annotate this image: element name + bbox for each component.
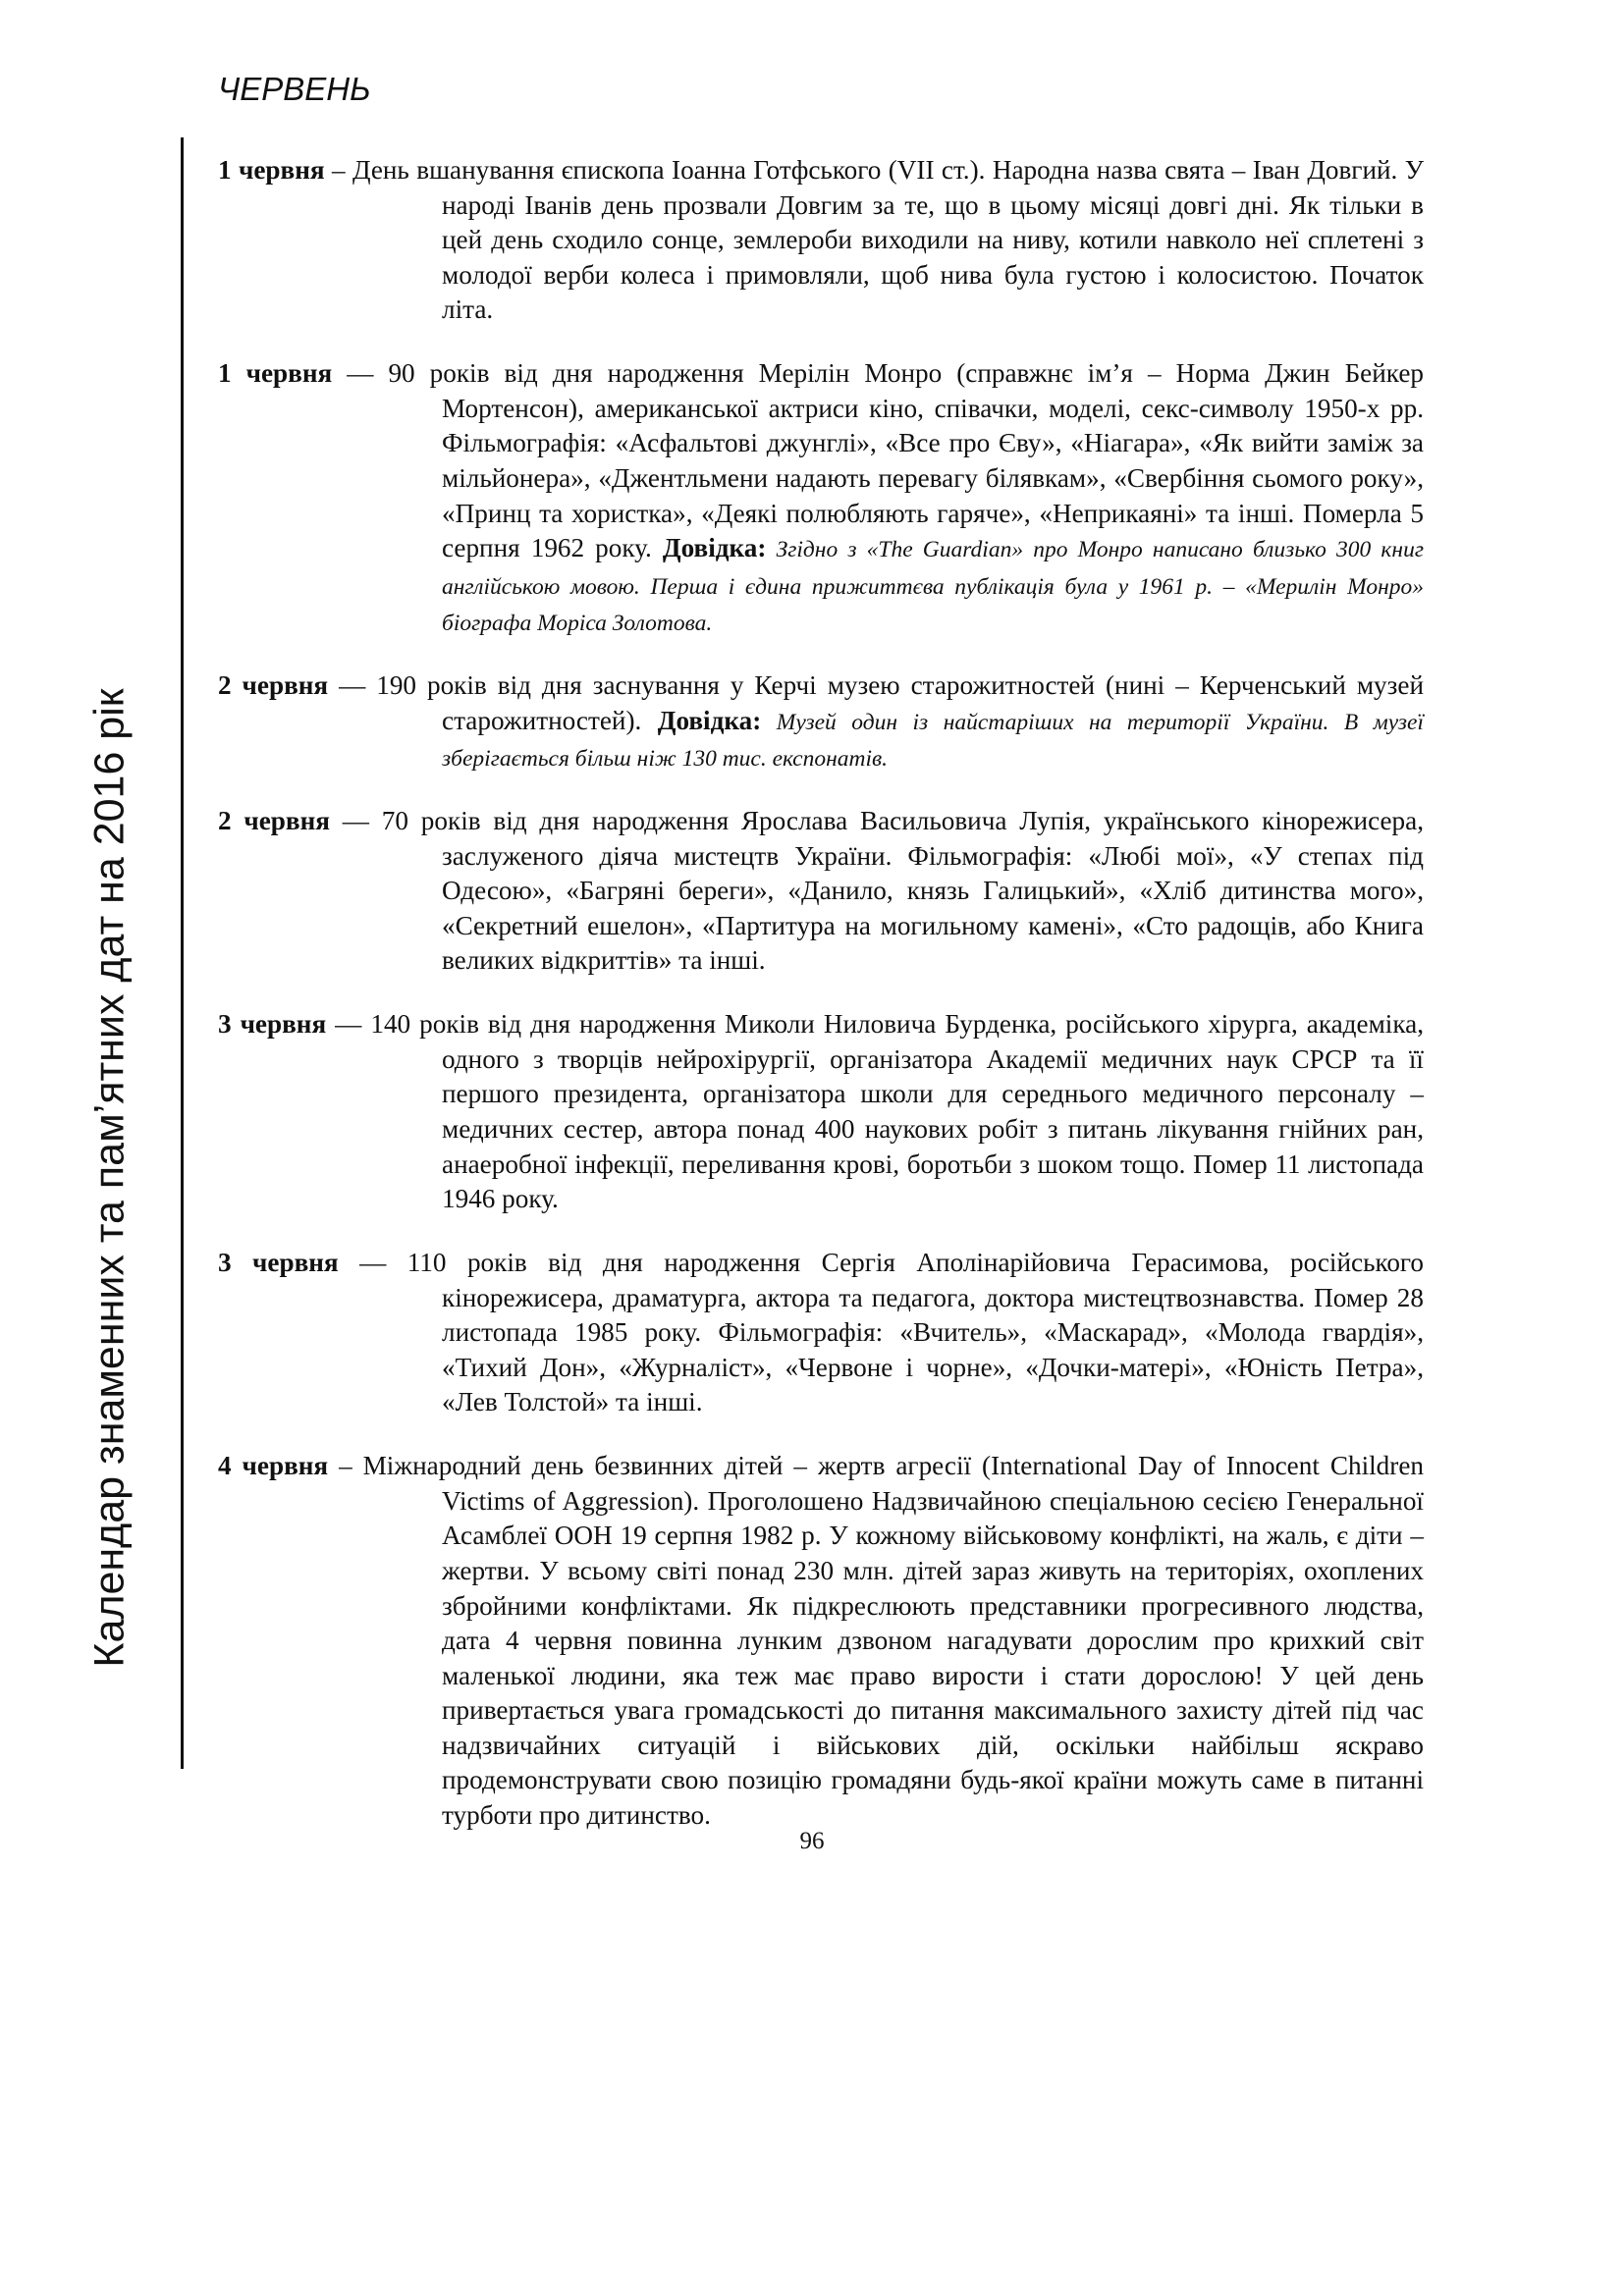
calendar-entry bbox=[218, 153, 1424, 330]
calendar-entry bbox=[218, 1007, 1424, 1219]
entry-date: 3 червня bbox=[218, 1247, 339, 1277]
reference-label: Довідка: bbox=[657, 705, 762, 735]
entry-date: 2 червня bbox=[218, 806, 330, 836]
entry-text: — 140 років від дня народження Миколи Ниловича Бурденка, російського хірурга, академіка, одного з творців нейрохірургії, організатора Академії медичних наук СРСР та її першого президента, організатора школи для середнього медичного персоналу – медичних сестер, автора понад 400 наукових робіт з питань лікування гнійних ран, анаеробної інфекції, переливання крові, боротьби з шоком тощо. Помер 11 листопада 1946 року. bbox=[326, 1009, 1425, 1214]
entry-text: — 110 років від дня народження Сергія Аполінарійовича Герасимова, російського кінорежисера, драматурга, актора та педагога, доктора мистецтвознавства. Помер 28 листопада 1985 року. Фільмографія: «Вчитель», «Маскарад», «Молода гвардія», «Тихий Дон», «Журналіст», «Червоне і чорне», «Дочки-матері», «Юність Петра», «Лев Толстой» та інші. bbox=[338, 1247, 1424, 1417]
entry-text: – День вшанування єпископа Іоанна Готфського (VII ст.). Народна назва свята – Іван Довгий. У народі Іванів день прозвали Довгим за те, що в цьому місяці довгі дні. Як тільки в цей день сходило сонце, землероби виходили на ниву, котили навколо неї сплетені з молодої верби колеса і примовляли, щоб нива була густою і колосистою. Початок літа. bbox=[324, 155, 1424, 325]
calendar-entry bbox=[218, 1449, 1424, 1836]
entry-date: 4 червня bbox=[218, 1451, 329, 1481]
reference-note: Музей один із найстаріших на території України. В музеї зберігається більш ніж 130 тис. експонатів. bbox=[442, 709, 1424, 773]
entry-text: – Міжнародний день безвинних дітей – жертв агресії (International Day of Innocent Children Victims of Aggression). Проголошено Надзвичайною спеціальною сесією Генеральної Асамблеї ООН 19 серпня 1982 р. У кожному військовому конфлікті, на жаль, є діти – жертви. У всьому світі понад 230 млн. дітей зараз живуть на територіях, охоплених збройними конфліктами. Як підкреслюють представники прогресивного людства, дата 4 червня повинна лунким дзвоном нагадувати дорослим про крихкий світ маленької людини, яка теж має право вирости і стати дорослою! У цей день привертається увага громадськості до питання максимального захисту дітей під час надзвичайних ситуацій і військових дій, оскільки найбільш яскраво продемонструвати свою позицію громадяни будь-якої країни можуть саме в питанні турботи про дитинство. bbox=[328, 1451, 1424, 1831]
page-number: 96 bbox=[799, 1828, 825, 1854]
entry-date: 3 червня bbox=[218, 1009, 327, 1040]
calendar-side-title: Календар знаменних та пам’ятних дат на 2016 рік bbox=[85, 688, 134, 1668]
reference-note: Згідно з «The Guardian» про Монро написано близько 300 книг англійською мовою. Перша і єдина прижиттєва публікація була у 1961 р. – «Мерилін Монро» біографа Моріса Золотова. bbox=[442, 537, 1424, 637]
calendar-entry bbox=[218, 668, 1424, 777]
calendar-entry bbox=[218, 804, 1424, 981]
calendar-entries bbox=[218, 153, 1424, 1842]
entry-text: — 190 років від дня заснування у Керчі музею старожитностей (нині – Керченський музей старожитностей). bbox=[328, 670, 1425, 735]
calendar-entry bbox=[218, 356, 1424, 642]
calendar-entry bbox=[218, 1246, 1424, 1422]
entry-date: 1 червня bbox=[218, 358, 333, 389]
month-heading: ЧЕРВЕНЬ bbox=[218, 71, 371, 107]
entry-text: — 70 років від дня народження Ярослава Васильовича Лупія, українського кінорежисера, заслуженого діяча мистецтв України. Фільмографія: «Любі мої», «У степах під Одесою», «Багряні береги», «Данило, князь Галицький», «Хліб дитинства мого», «Секретний ешелон», «Партитура на могильному камені», «Сто радощів, або Книга великих відкриттів» та інші. bbox=[329, 806, 1424, 976]
reference-label: Довідка: bbox=[662, 533, 767, 563]
entry-date: 1 червня bbox=[218, 155, 325, 185]
entry-text: — 90 років від дня народження Мерілін Монро (справжнє ім’я – Норма Джин Бейкер Мортенсон), американської актриси кіно, співачки, моделі, секс-символу 1950-х рр. Фільмографія: «Асфальтові джунглі», «Все про Єву», «Ніагара», «Як вийти заміж за мільйонера», «Джентльмени надають перевагу білявкам», «Свербіння сьомого року», «Принц та хористка», «Деякі полюбляють гаряче», «Неприкаяні» та інші. Померла 5 серпня 1962 року. bbox=[332, 358, 1424, 563]
entry-date: 2 червня bbox=[218, 670, 329, 701]
vertical-divider bbox=[181, 137, 184, 1769]
